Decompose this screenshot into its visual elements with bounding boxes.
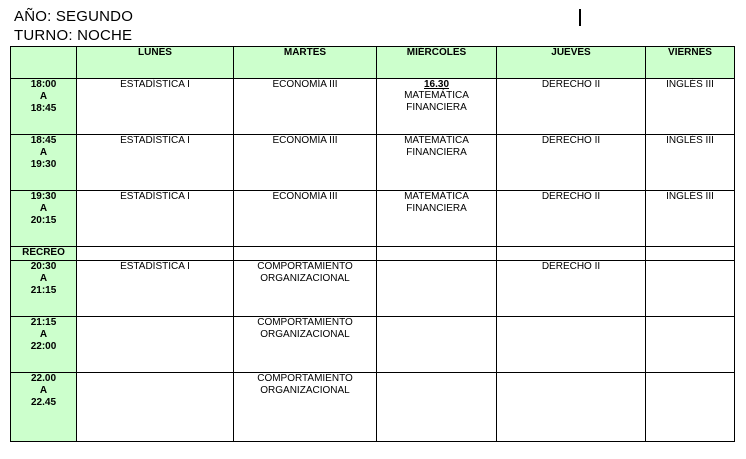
- day-header-lunes: LUNES: [77, 47, 234, 79]
- subject-cell: ECONOMÍA III: [234, 135, 377, 191]
- day-header-viernes: VIERNES: [646, 47, 735, 79]
- subject-cell: ESTADÍSTICA I: [77, 135, 234, 191]
- day-header-miercoles: MIÉRCOLES: [377, 47, 497, 79]
- break-row: [11, 247, 735, 261]
- table-row: [11, 191, 735, 247]
- subject-cell: [77, 373, 234, 442]
- break-label: RECREO: [11, 247, 77, 261]
- subject-cell: 16.30 MATEMÁTICA FINANCIERA: [377, 79, 497, 135]
- time-note: 16.30: [423, 79, 450, 90]
- table-row: [11, 317, 735, 373]
- table-row: [11, 135, 735, 191]
- time-slot-cell: 21:15 A 22:00: [11, 317, 77, 373]
- subject-cell: [377, 373, 497, 442]
- day-header-martes: MARTES: [234, 47, 377, 79]
- time-slot-cell: 19:30 A 20:15: [11, 191, 77, 247]
- subject-cell: ECONOMÍA III: [234, 79, 377, 135]
- break-cell: [234, 247, 377, 261]
- subject-cell: COMPORTAMIENTO ORGANIZACIONAL: [234, 317, 377, 373]
- text-cursor: [579, 9, 581, 26]
- subject-cell: MATEMÁTICA FINANCIERA: [377, 191, 497, 247]
- break-cell: [377, 247, 497, 261]
- subject-cell: [377, 261, 497, 317]
- day-header-row: [11, 47, 735, 79]
- break-cell: [646, 247, 735, 261]
- subject-cell: [377, 317, 497, 373]
- subject-cell: [497, 317, 646, 373]
- subject-cell: ESTADÍSTICA I: [77, 191, 234, 247]
- subject-cell: COMPORTAMIENTO ORGANIZACIONAL: [234, 373, 377, 442]
- shift-heading: TURNO: NOCHE: [14, 27, 133, 44]
- time-slot-cell: 18:00 A 18:45: [11, 79, 77, 135]
- day-header-jueves: JUEVES: [497, 47, 646, 79]
- table-row: [11, 261, 735, 317]
- subject-cell: COMPORTAMIENTO ORGANIZACIONAL: [234, 261, 377, 317]
- subject-cell: INGLÉS III: [646, 79, 735, 135]
- subject-cell: ECONOMÍA III: [234, 191, 377, 247]
- schedule-table: [10, 46, 735, 442]
- subject-cell: INGLÉS III: [646, 135, 735, 191]
- subject-cell: [646, 261, 735, 317]
- year-heading: AÑO: SEGUNDO: [14, 8, 134, 25]
- corner-cell: [11, 47, 77, 79]
- subject-cell: INGLÉS III: [646, 191, 735, 247]
- subject-cell: DERECHO II: [497, 261, 646, 317]
- subject-cell: ESTADÍSTICA I: [77, 261, 234, 317]
- subject-cell: DERECHO II: [497, 191, 646, 247]
- subject-cell: MATEMÁTICA FINANCIERA: [377, 135, 497, 191]
- subject-cell: [646, 317, 735, 373]
- time-slot-cell: 22.00 A 22.45: [11, 373, 77, 442]
- subject-cell: [497, 373, 646, 442]
- time-slot-cell: 20:30 A 21:15: [11, 261, 77, 317]
- subject-cell: DERECHO II: [497, 79, 646, 135]
- subject-cell: [646, 373, 735, 442]
- table-row: [11, 79, 735, 135]
- table-row: [11, 373, 735, 442]
- break-cell: [497, 247, 646, 261]
- subject-cell: DERECHO II: [497, 135, 646, 191]
- time-slot-cell: 18:45 A 19:30: [11, 135, 77, 191]
- break-cell: [77, 247, 234, 261]
- subject-cell: ESTADÍSTICA I: [77, 79, 234, 135]
- subject-cell: [77, 317, 234, 373]
